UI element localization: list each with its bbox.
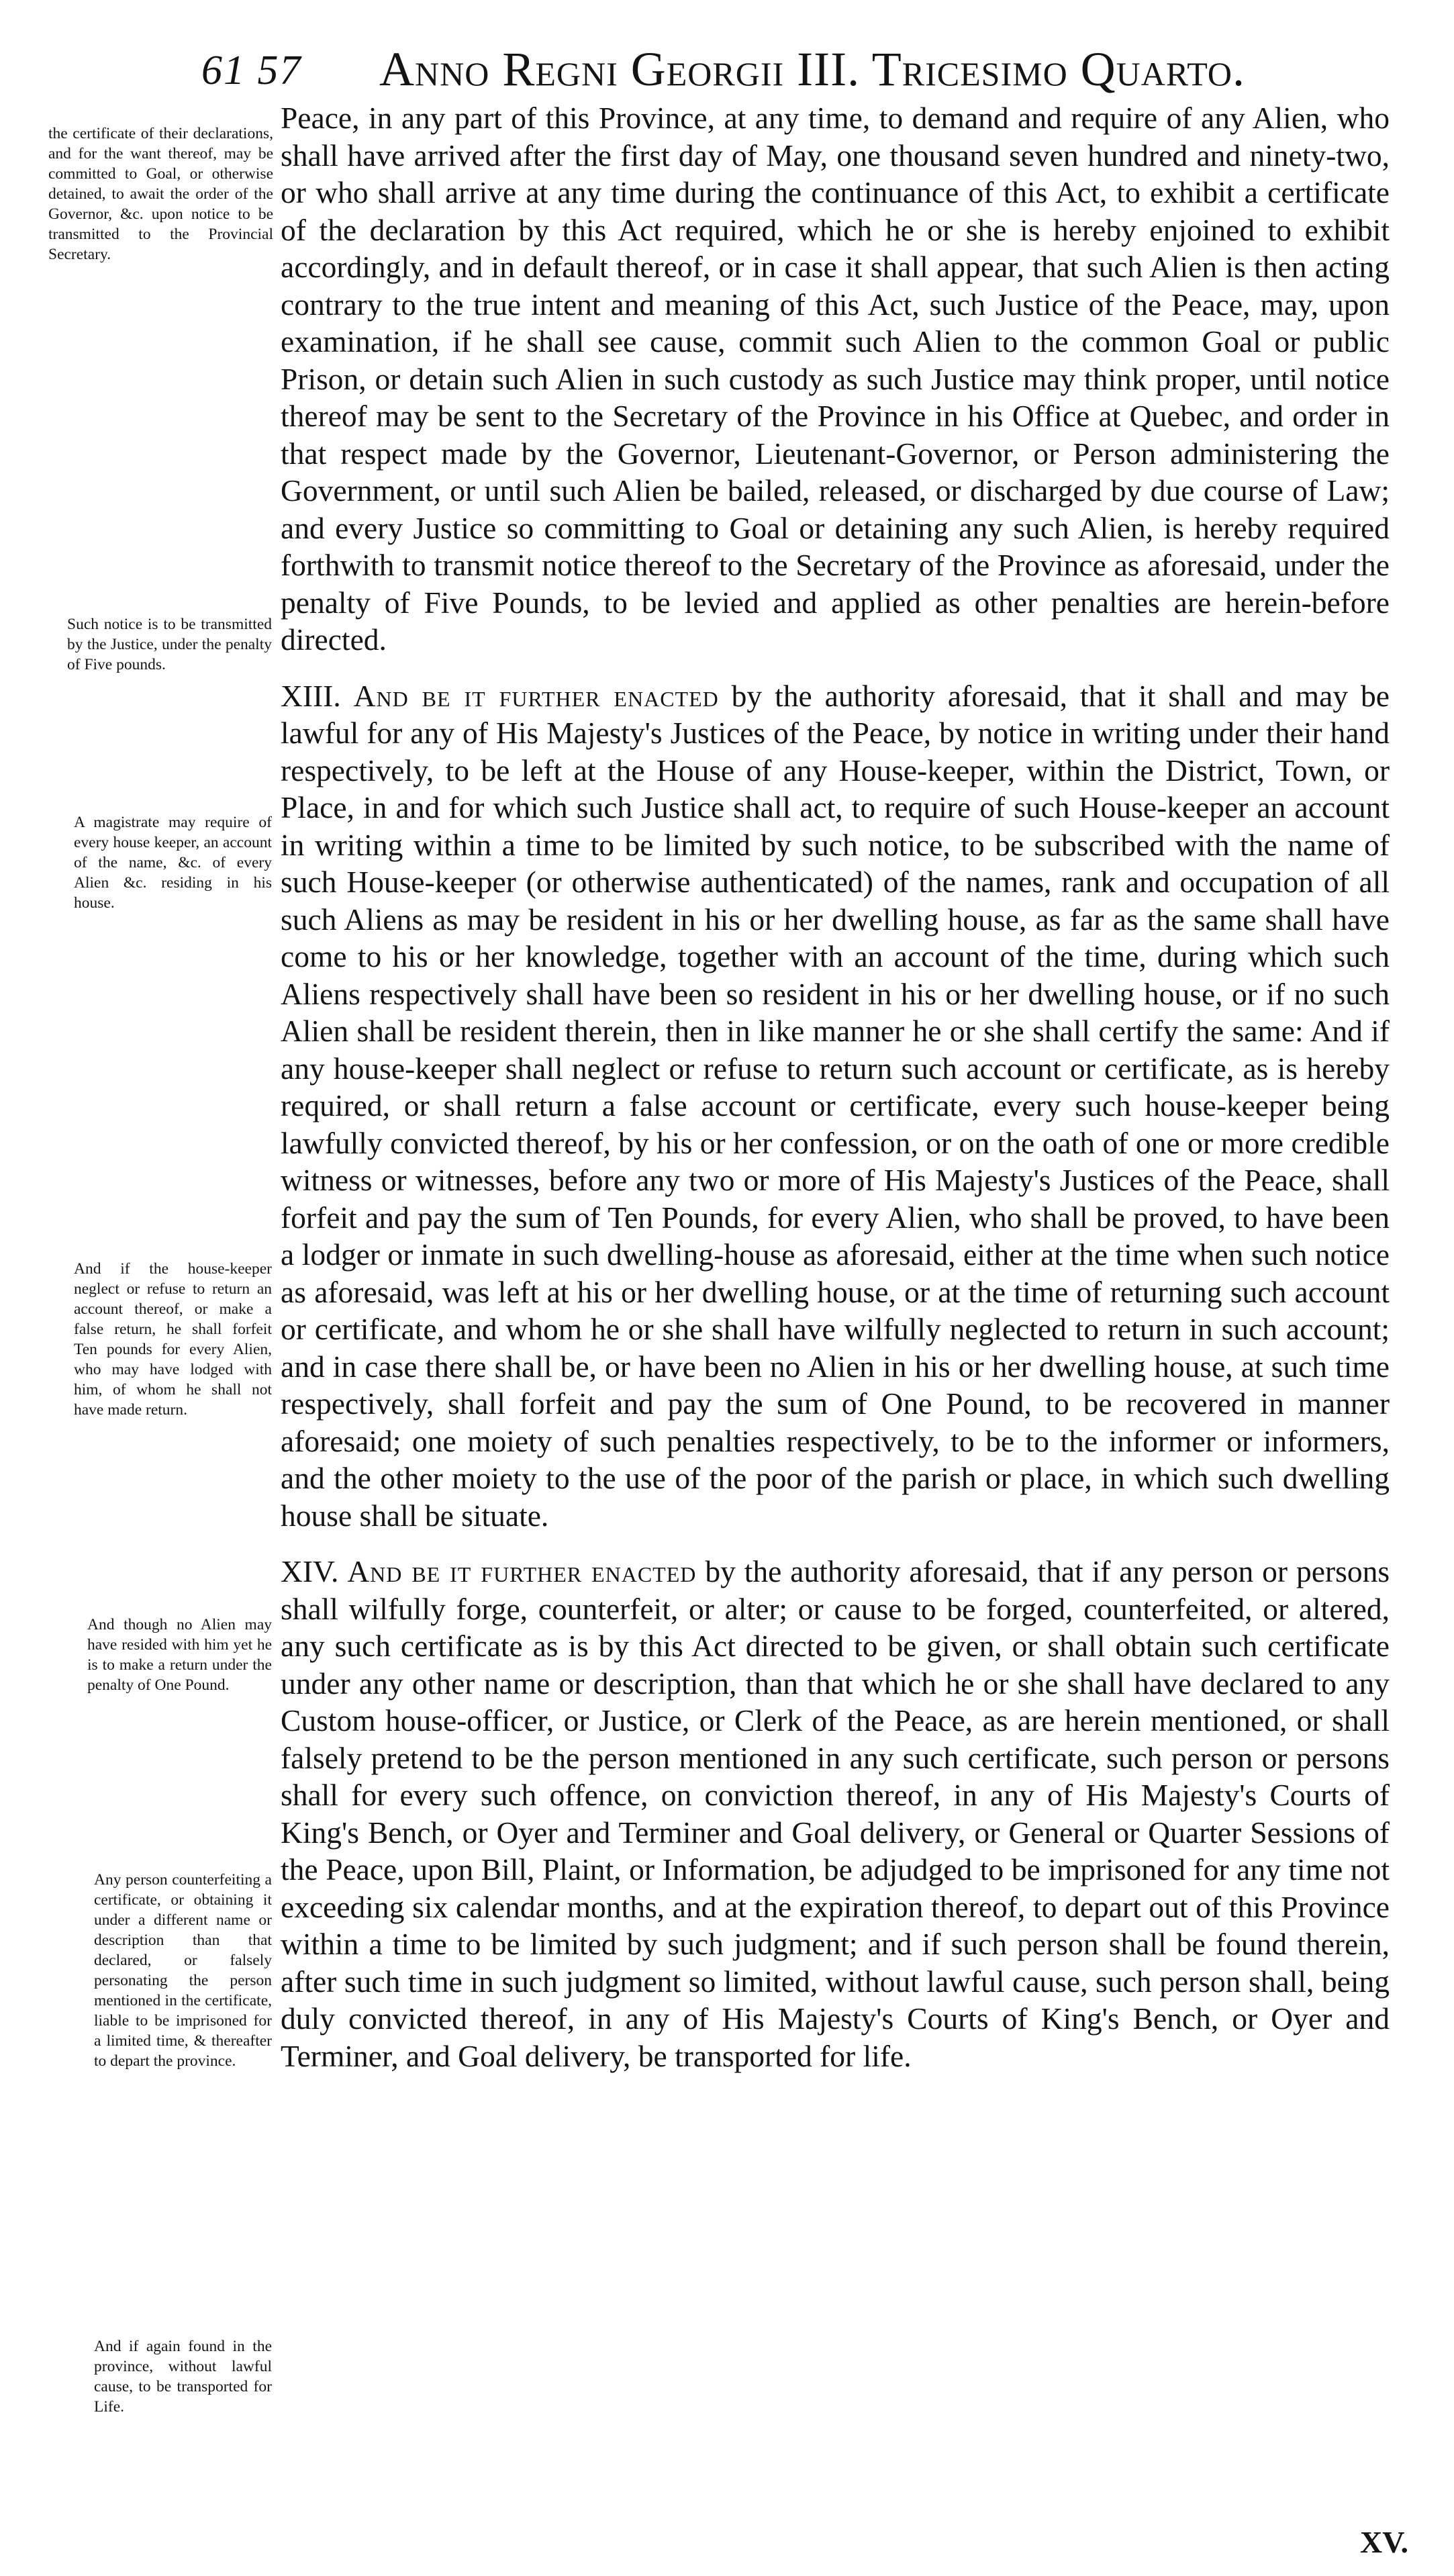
margin-note-notice-penalty: Such notice is to be transmitted by the Justice, under the penalty of Five pounds.: [67, 616, 272, 673]
section-xiii: [281, 677, 1390, 1535]
section-number: XIV.: [281, 1554, 339, 1588]
catchword: XV.: [1359, 2525, 1408, 2559]
page-number: 61 57: [201, 48, 302, 93]
enacting-clause: And be it further enacted: [347, 1554, 697, 1588]
margin-notes: [0, 0, 275, 2576]
running-title: Anno Regni Georgii III. Tricesimo Quarto.: [379, 42, 1245, 96]
margin-note-housekeeper-account: A magistrate may require of every house keeper, an account of the name, &c. of every Alien &c. residing in his house.: [74, 814, 272, 912]
margin-note-transportation: And if again found in the province, without lawful cause, to be transported for Life.: [94, 2338, 272, 2416]
paragraph-continuation: Peace, in any part of this Province, at any time, to demand and require of any Alien, who shall have arrived after the first day of May, one thousand seven hundred and ninety-two, or who shall arrive at any time during the continuance of this Act, to exhibit a certificate of the declaration by this Act required, which he or she is hereby enjoined to exhibit accordingly, and in default thereof, or in case it shall appear, that such Alien is then acting contrary to the true intent and meaning of this Act, such Justice of the Peace, may, upon examination, if he shall see cause, commit such Alien to the common Goal or public Prison, or detain such Alien in such custody as such Justice may think proper, until notice thereof may be sent to the Secretary of the Province in his Office at Quebec, and order in that respect made by the Governor, Lieutenant-Governor, or Person administering the Government, or until such Alien be bailed, released, or discharged by due course of Law; and every Justice so committing to Goal or detaining any such Alien, is hereby required forthwith to transmit notice thereof to the Secretary of the Province as aforesaid, under the penalty of Five Pounds, to be levied and applied as other penalties are herein-before directed.: [281, 101, 1390, 657]
section-text: by the authority aforesaid, that it shall and may be lawful for any of His Majesty's Justices of the Peace, by notice in writing under their hand respectively, to be left at the House of any House-keeper, within the District, Town, or Place, in and for which such Justice shall act, to require of such House-keeper an account in writing within a time to be limited by such notice, to be subscribed with the name of such House-keeper (or otherwise authenticated) of the names, rank and occupation of all such Aliens as may be resident in his or her dwelling house, as far as the same shall have come to his or her knowledge, together with an account of the time, during which such Aliens respectively shall have been so resident in his or her dwelling house, or if no such Alien shall be resident therein, then in like manner he or she shall certify the same: And if any house-keeper shall neglect or refuse to return such account or certificate, as is hereby required, or shall return a false account or certificate, every such house-keeper being lawfully convicted thereof, by his or her confession, or on the oath of one or more credible witness or witnesses, before any two or more of His Majesty's Justices of the Peace, shall forfeit and pay the sum of Ten Pounds, for every Alien, who shall be proved, to have been a lodger or inmate in such dwelling-house as aforesaid, either at the time when such notice as aforesaid, was left at his or her dwelling house, or at the time of returning such account or certificate, and whom he or she shall have wilfully neglected to return in such account; and in case there shall be, or have been no Alien in his or her dwelling house, at such time respectively, shall forfeit and pay the sum of One Pound, to be recovered in manner aforesaid; one moiety of such penalties respectively, to be to the informer or informers, and the other moiety to the use of the poor of the parish or place, in which such dwelling house shall be situate.: [281, 678, 1390, 1533]
enacting-clause: And be it further enacted: [353, 678, 719, 713]
margin-note-false-return: And if the house-keeper neglect or refuse to return an account thereof, or make a false return, he shall forfeit Ten pounds for every Alien, who may have lodged with him, of whom he shall not have made return.: [74, 1260, 272, 1419]
margin-note-certificate: the certificate of their declarations, and for the want thereof, may be committed to Goal, or otherwise detained, to await the order of the Governor, &c. upon notice to be transmitted to the Provincial Secretary.: [48, 125, 273, 263]
main-text: [281, 99, 1390, 2074]
section-number: XIII.: [281, 678, 341, 713]
margin-note-no-alien-return: And though no Alien may have resided with him yet he is to make a return under the penalty of One Pound.: [87, 1616, 272, 1694]
section-text: by the authority aforesaid, that if any person or persons shall wilfully forge, counterfeit, or alter; or cause to be forged, counterfeited, or altered, any such certificate as is by this Act directed to be given, or shall obtain such certificate under any other name or description, than that which he or she shall have declared to any Custom house-officer, or Justice, or Clerk of the Peace, as are herein mentioned, or shall falsely pretend to be the person mentioned in any such certificate, such person or persons shall for every such offence, on conviction thereof, in any of His Majesty's Courts of King's Bench, or Oyer and Terminer and Goal delivery, or General or Quarter Sessions of the Peace, upon Bill, Plaint, or Information, be adjudged to be imprisoned for any time not exceeding six calendar months, and at the expiration thereof, to depart out of this Province within a time to be limited by such judgment; and if such person shall be found therein, after such time in such judgment so limited, without lawful cause, such person shall, being duly convicted thereof, in any of His Majesty's Courts of King's Bench, or Oyer and Terminer, and Goal delivery, be transported for life.: [281, 1554, 1390, 2073]
section-xiv: [281, 1553, 1390, 2074]
page-header: [201, 42, 1410, 109]
margin-note-counterfeit: Any person counterfeiting a certificate, or obtaining it under a different name or description than that declared, or falsely personating the person mentioned in the certificate, liable to be imprisoned for a limited time, & thereafter to depart the province.: [94, 1871, 272, 2070]
